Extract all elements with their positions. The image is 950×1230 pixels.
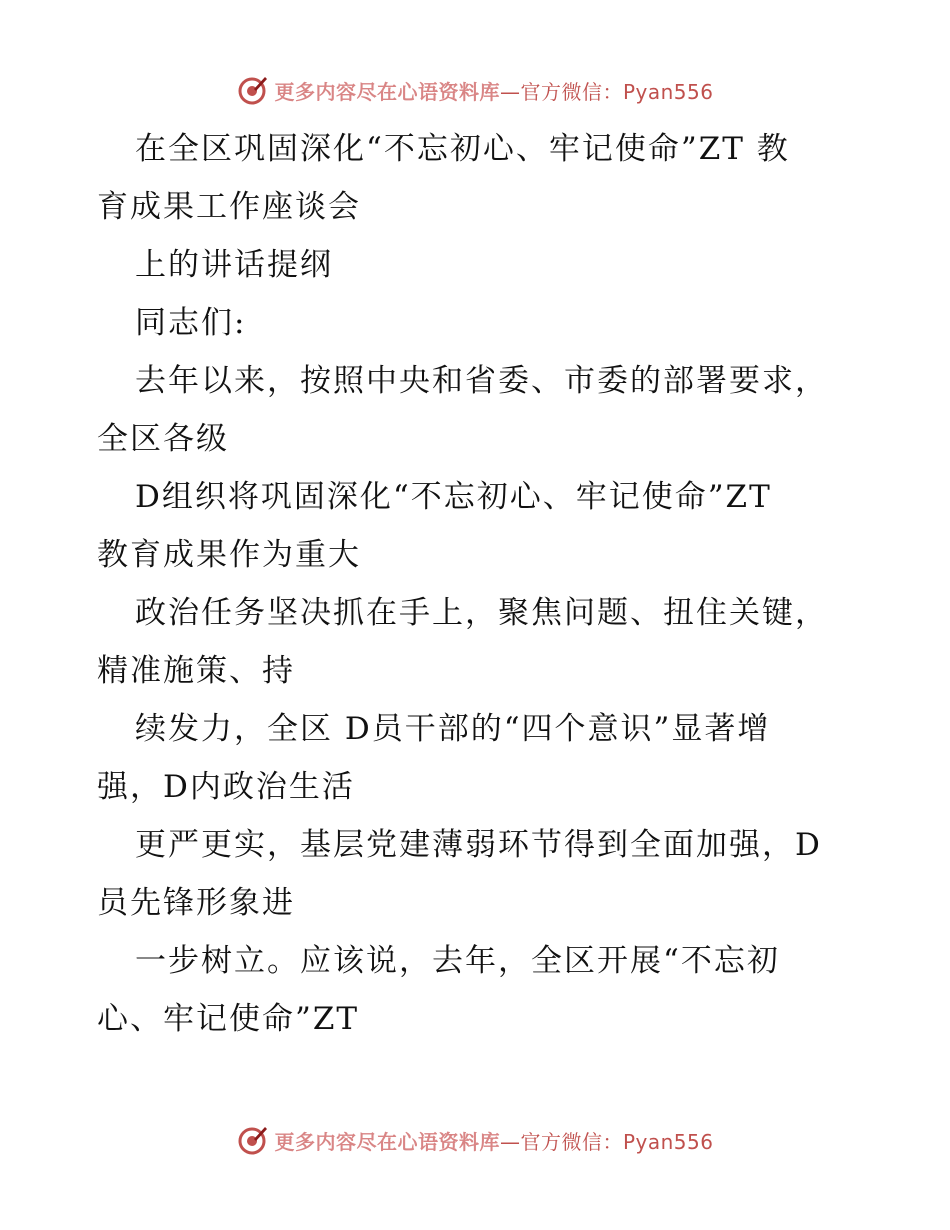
title-line-2: 育成果工作座谈会 bbox=[97, 189, 361, 225]
brush-logo-icon bbox=[236, 74, 268, 106]
body-line: D组织将巩固深化“不忘初心、牢记使命”ZT bbox=[135, 479, 772, 515]
watermark-lead: 更多内容尽在心语资料库 bbox=[274, 1129, 500, 1154]
body-line: 精准施策、持 bbox=[97, 653, 295, 689]
watermark-lead: 更多内容尽在心语资料库 bbox=[274, 79, 500, 104]
body-line: 政治任务坚决抓在手上，聚焦问题、扭住关键， bbox=[135, 595, 828, 631]
watermark-banner-top bbox=[0, 70, 950, 110]
document-body bbox=[97, 120, 842, 1048]
watermark-text bbox=[274, 76, 713, 105]
body-line: 去年以来，按照中央和省委、市委的部署要求， bbox=[135, 363, 828, 399]
brush-logo-icon bbox=[236, 1124, 268, 1156]
watermark-text bbox=[274, 1126, 713, 1155]
body-line: 续发力，全区 D员干部的“四个意识”显著增 bbox=[135, 711, 771, 747]
subtitle-line: 上的讲话提纲 bbox=[135, 247, 333, 283]
watermark-tail: —官方微信：Pyan556 bbox=[499, 1129, 714, 1154]
watermark-banner-bottom bbox=[0, 1120, 950, 1160]
watermark-tail: —官方微信：Pyan556 bbox=[499, 79, 714, 104]
body-line: 更严更实，基层党建薄弱环节得到全面加强，D bbox=[135, 827, 822, 863]
body-line: 教育成果作为重大 bbox=[97, 537, 361, 573]
body-line: 心、牢记使命”ZT bbox=[97, 1001, 360, 1037]
salutation: 同志们: bbox=[135, 305, 247, 341]
body-line: 全区各级 bbox=[97, 421, 229, 457]
body-line: 员先锋形象进 bbox=[97, 885, 295, 921]
body-line: 强，D内政治生活 bbox=[97, 769, 355, 805]
title-line-1: 在全区巩固深化“不忘初心、牢记使命”ZT 教 bbox=[135, 131, 790, 167]
body-line: 一步树立。应该说，去年，全区开展“不忘初 bbox=[135, 943, 780, 979]
